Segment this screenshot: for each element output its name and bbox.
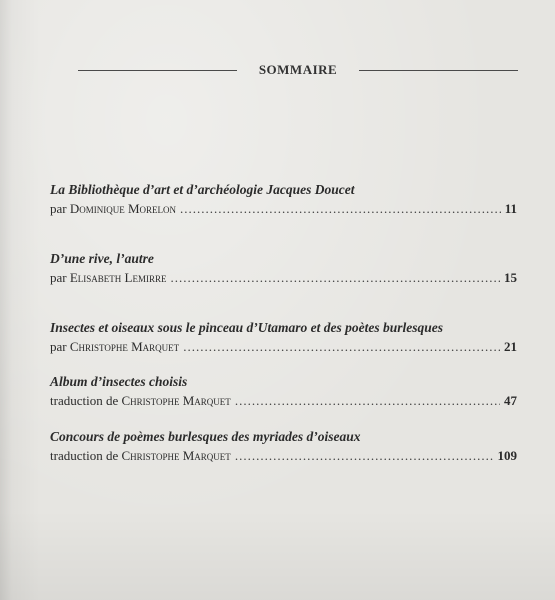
entry-prefix: traduction de <box>50 448 119 463</box>
entry-author <box>50 391 231 410</box>
page-number: 109 <box>497 448 517 463</box>
dot-leader <box>180 199 501 218</box>
entry-line <box>50 337 517 356</box>
entry-author <box>50 337 179 356</box>
toc-heading: SOMMAIRE <box>258 62 338 77</box>
author-name: Dominique Morelon <box>69 201 177 216</box>
page-number: 21 <box>504 339 517 354</box>
dot-leader <box>171 268 501 287</box>
entry-title: La Bibliothèque d’art et d’archéologie Jacques Doucet <box>50 182 355 197</box>
table-of-contents <box>50 180 517 465</box>
dot-leader <box>183 337 500 356</box>
entry-author <box>50 446 231 465</box>
entry-author <box>50 199 176 218</box>
entry-title: Album d’insectes choisis <box>50 374 188 389</box>
entry-prefix: par <box>50 201 67 216</box>
dot-leader <box>235 446 494 465</box>
page-number: 15 <box>504 270 517 285</box>
toc-entry <box>50 180 517 218</box>
page-number: 11 <box>504 201 517 216</box>
entry-line <box>50 199 517 218</box>
toc-entry <box>50 372 517 410</box>
entry-line <box>50 446 517 465</box>
entry-author <box>50 268 167 287</box>
entry-prefix: par <box>50 339 67 354</box>
author-name: Christophe Marquet <box>121 393 231 408</box>
toc-entry <box>50 427 517 465</box>
page-number: 47 <box>504 393 517 408</box>
author-name: Elisabeth Lemirre <box>69 270 167 285</box>
entry-prefix: par <box>50 270 67 285</box>
entry-prefix: traduction de <box>50 393 119 408</box>
entry-line <box>50 391 517 410</box>
toc-entry <box>50 249 517 287</box>
header-rule-right <box>359 70 518 71</box>
dot-leader <box>235 391 500 410</box>
entry-title: Insectes et oiseaux sous le pinceau d’Utamaro et des poètes burlesques <box>50 320 443 335</box>
entry-line <box>50 268 517 287</box>
author-name: Christophe Marquet <box>121 448 231 463</box>
header-rule-left <box>78 70 237 71</box>
toc-header <box>78 60 518 80</box>
toc-entry <box>50 318 517 356</box>
entry-title: Concours de poèmes burlesques des myriades d’oiseaux <box>50 429 361 444</box>
entry-title: D’une rive, l’autre <box>50 251 154 266</box>
author-name: Christophe Marquet <box>69 339 180 354</box>
